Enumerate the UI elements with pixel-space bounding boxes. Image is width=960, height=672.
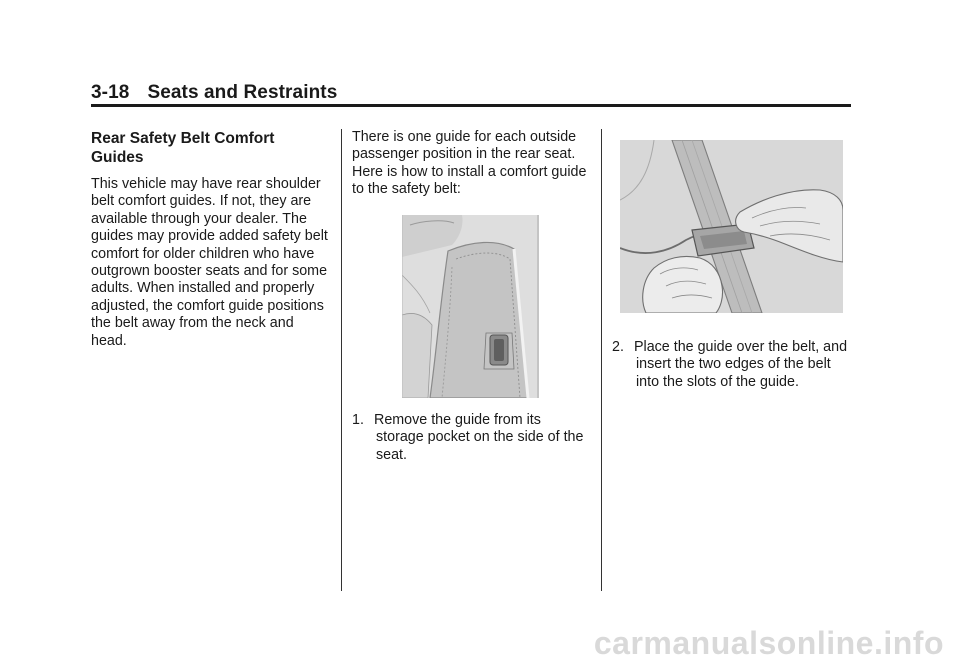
- page-number: 3-18: [91, 82, 130, 103]
- seat-storage-pocket-illustration: [402, 215, 539, 398]
- column-divider-1: [341, 129, 342, 591]
- section-title: Seats and Restraints: [147, 82, 338, 103]
- watermark: carmanualsonline.info: [593, 625, 944, 661]
- column-2: [352, 129, 592, 199]
- header-rule: [91, 104, 851, 107]
- comfort-guide-description: This vehicle may have rear shoulder belt comfort guides. If not, they are available through your dealer. The guides may provide added safety belt comfort for older children who have outgrown booster seats and for some adults. When installed and properly adjusted, the comfort guide positions the belt away from the neck and head.: [91, 176, 328, 349]
- column-divider-2: [601, 129, 602, 591]
- column-1: [91, 129, 331, 350]
- step-1-number: 1.: [352, 412, 364, 428]
- subsection-heading: Rear Safety Belt Comfort Guides: [91, 130, 275, 166]
- guide-over-belt-illustration: [620, 140, 843, 313]
- step-2: [612, 339, 852, 391]
- step-1-text: Remove the guide from its storage pocket on the side of the seat.: [374, 412, 584, 463]
- step-2-number: 2.: [612, 339, 624, 355]
- comfort-guide-intro: There is one guide for each outside passenger position in the rear seat. Here is how to install a comfort guide to the safety belt:: [352, 129, 587, 198]
- step-2-text: Place the guide over the belt, and insert the two edges of the belt into the slots of the guide.: [634, 339, 848, 390]
- step-1: [352, 412, 592, 464]
- page-header: [91, 82, 337, 104]
